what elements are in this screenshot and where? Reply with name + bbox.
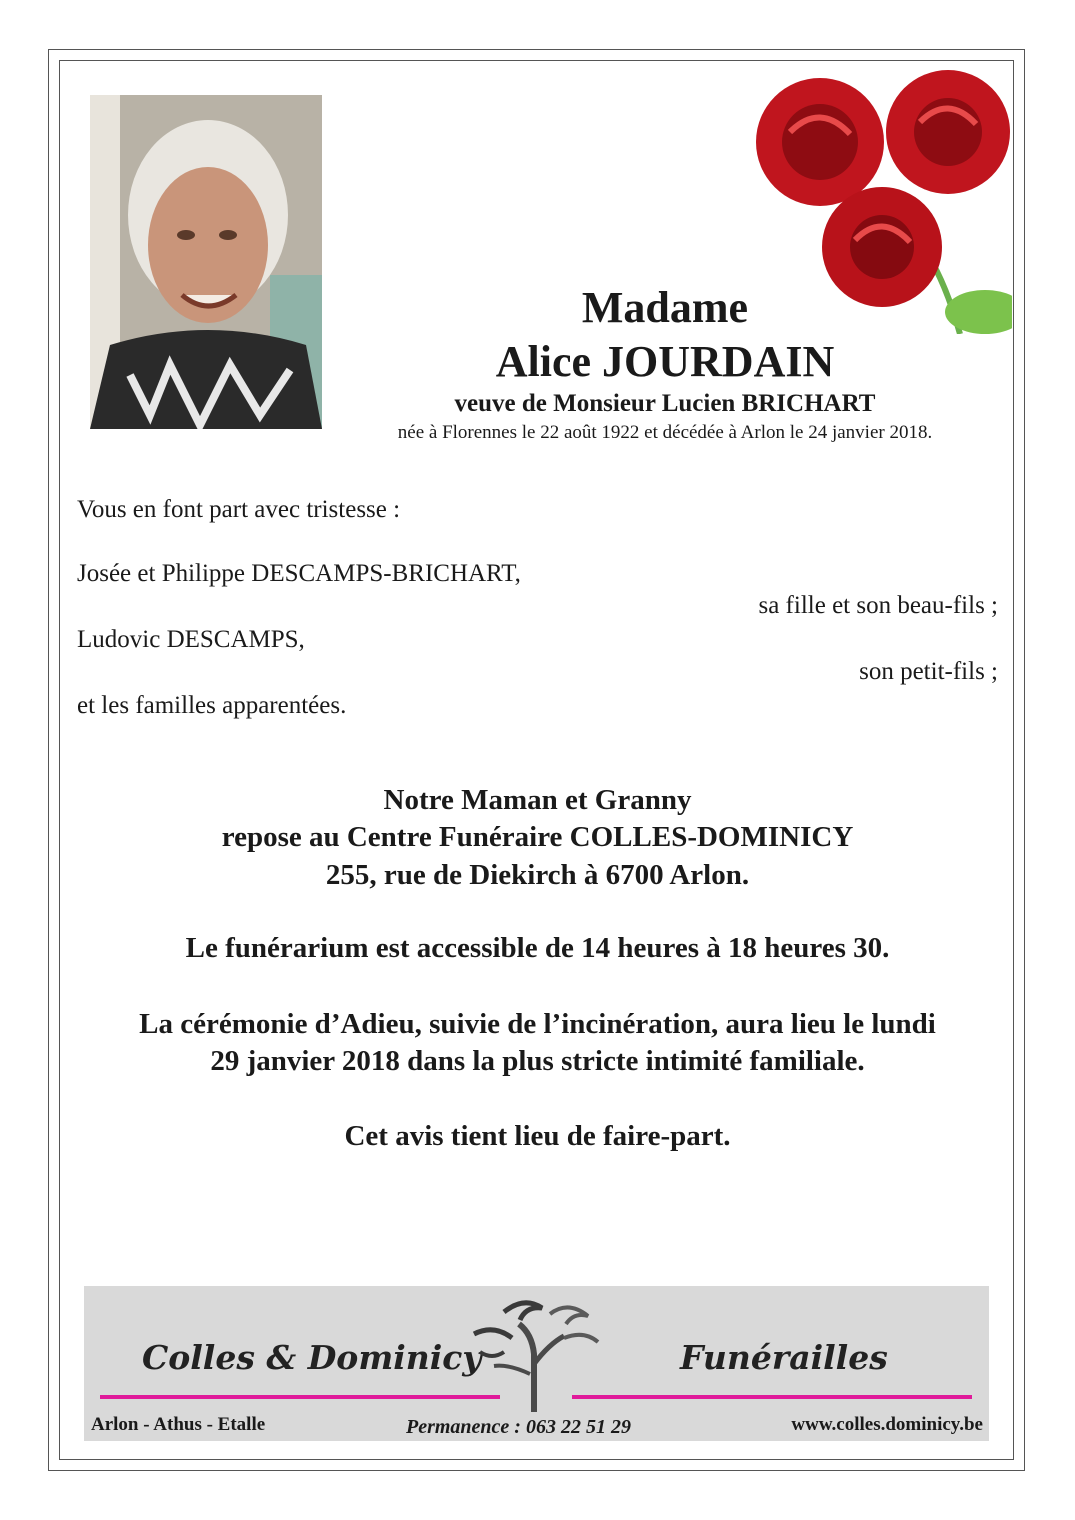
- announcement-address: 255, rue de Diekirch à 6700 Arlon.: [325, 859, 750, 891]
- brand-tagline: Funérailles: [680, 1338, 888, 1377]
- notice-line: Cet avis tient lieu de faire-part.: [344, 1120, 731, 1152]
- announcement-line: repose au Centre Funéraire COLLES-DOMINICY: [221, 821, 854, 853]
- ceremony-line: 29 janvier 2018 dans la plus stricte intimité familiale.: [210, 1045, 865, 1077]
- announcement-line: Notre Maman et Granny: [383, 784, 692, 816]
- title-madame: Madame: [581, 283, 749, 332]
- widow-of: veuve de Monsieur Lucien BRICHART: [454, 390, 876, 417]
- family-member-name: Josée et Philippe DESCAMPS-BRICHART,: [77, 560, 521, 587]
- family-intro: Vous en font part avec tristesse :: [77, 496, 401, 523]
- deceased-name: Alice JOURDAIN: [495, 337, 835, 386]
- ceremony-line: La cérémonie d’Adieu, suivie de l’incinération, aura lieu le lundi: [139, 1008, 936, 1040]
- family-member-name: Ludovic DESCAMPS,: [77, 626, 305, 653]
- family-member-relation: sa fille et son beau-fils ;: [758, 592, 998, 619]
- birth-death-line: née à Florennes le 22 août 1922 et décédée à Arlon le 24 janvier 2018.: [397, 422, 933, 443]
- funeral-home-footer: [84, 1286, 989, 1441]
- footer-locations: Arlon - Athus - Etalle: [91, 1414, 266, 1435]
- footer-permanence: Permanence : 063 22 51 29: [406, 1416, 631, 1438]
- accent-line: [100, 1395, 500, 1399]
- portrait-photo: [90, 95, 322, 429]
- accent-line: [572, 1395, 972, 1399]
- visiting-hours: Le funérarium est accessible de 14 heures à 18 heures 30.: [185, 932, 890, 964]
- brand-name: Colles & Dominicy: [142, 1338, 482, 1377]
- footer-website-link[interactable]: www.colles.dominicy.be: [791, 1414, 983, 1435]
- tree-logo-icon: [464, 1294, 604, 1414]
- family-member-relation: son petit-fils ;: [859, 658, 998, 685]
- family-closing: et les familles apparentées.: [77, 692, 347, 719]
